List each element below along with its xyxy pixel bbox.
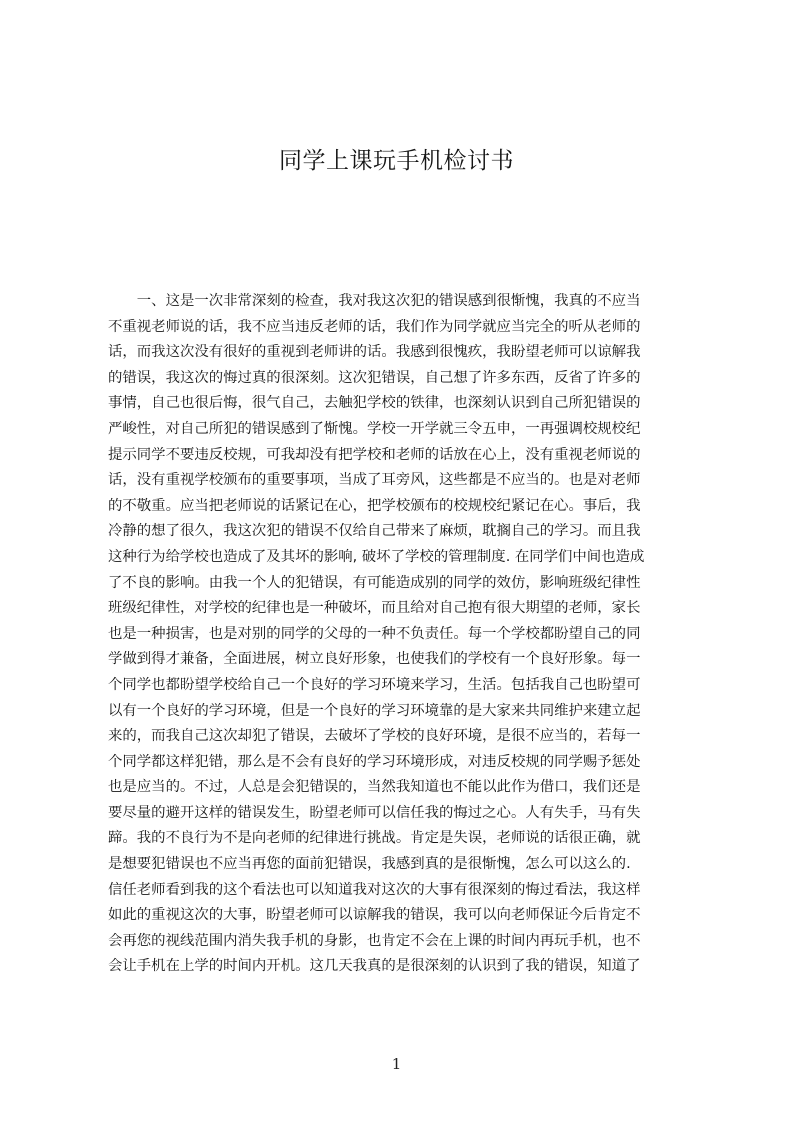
text-line: 这种行为给学校也造成了及其坏的影响, 破坏了学校的管理制度. 在同学们中间也造成 (108, 548, 645, 565)
text-line: 了不良的影响。由我一个人的犯错误，有可能造成别的同学的效仿，影响班级纪律性 (108, 574, 641, 591)
text-line: 个同学也都盼望学校给自己一个良好的学习环境来学习，生活。包括我自己也盼望可 (108, 676, 641, 693)
text-line: 的错误，我这次的悔过真的很深刻。这次犯错误，自己想了许多东西，反省了许多的 (108, 369, 641, 386)
text-line: 一、这是一次非常深刻的检查，我对我这次犯的错误感到很惭愧，我真的不应当 (108, 293, 641, 309)
text-line: 事情，自己也很后悔，很气自己，去触犯学校的铁律，也深刻认识到自己所犯错误的 (108, 395, 641, 412)
text-line: 会再您的视线范围内消失我手机的身影，也肯定不会在上课的时间内再玩手机，也不 (108, 932, 641, 949)
text-line: 是想要犯错误也不应当再您的面前犯错误，我感到真的是很惭愧，怎么可以这么的. (108, 856, 631, 873)
text-line: 话，而我这次没有很好的重视到老师讲的话。我感到很愧疚，我盼望老师可以谅解我 (108, 344, 641, 361)
document-body (108, 289, 700, 980)
text-line: 信任老师看到我的这个看法也可以知道我对这次的大事有很深刻的悔过看法，我这样 (108, 881, 641, 898)
text-line: 会让手机在上学的时间内开机。这几天我真的是很深刻的认识到了我的错误，知道了 (108, 958, 641, 975)
text-line: 也是一种损害，也是对别的同学的父母的一种不负责任。每一个学校都盼望自己的同 (108, 625, 641, 642)
text-line: 如此的重视这次的大事，盼望老师可以谅解我的错误，我可以向老师保证今后肯定不 (108, 907, 641, 924)
text-line: 班级纪律性，对学校的纪律也是一种破坏，而且给对自己抱有很大期望的老师，家长 (108, 600, 641, 617)
document-title: 同学上课玩手机检讨书 (279, 148, 514, 174)
text-line: 不重视老师说的话，我不应当违反老师的话，我们作为同学就应当完全的听从老师的 (108, 318, 641, 335)
text-line: 也是应当的。不过，人总是会犯错误的，当然我知道也不能以此作为借口，我们还是 (108, 779, 641, 796)
text-line: 严峻性，对自己所犯的错误感到了惭愧。学校一开学就三令五申，一再强调校规校纪 (108, 420, 641, 437)
text-line: 来的，而我自己这次却犯了错误，去破坏了学校的良好环境，是很不应当的，若每一 (108, 728, 641, 745)
text-line: 个同学都这样犯错，那么是不会有良好的学习环境形成，对违反校规的同学赐予惩处 (108, 753, 641, 770)
text-line: 提示同学不要违反校规，可我却没有把学校和老师的话放在心上，没有重视老师说的 (108, 446, 641, 463)
text-line: 话，没有重视学校颁布的重要事项，当成了耳旁风，这些都是不应当的。也是对老师 (108, 472, 641, 489)
text-line: 的不敬重。应当把老师说的话紧记在心，把学校颁布的校规校纪紧记在心。事后，我 (108, 497, 641, 514)
page-number: 1 (391, 1055, 402, 1073)
text-line: 蹄。我的不良行为不是向老师的纪律进行挑战。肯定是失误，老师说的话很正确，就 (108, 830, 641, 847)
text-line: 以有一个良好的学习环境，但是一个良好的学习环境靠的是大家来共同维护来建立起 (108, 702, 641, 719)
text-line: 学做到得才兼备，全面进展，树立良好形象，也使我们的学校有一个良好形象。每一 (108, 651, 641, 668)
text-line: 冷静的想了很久，我这次犯的错误不仅给自己带来了麻烦，耽搁自己的学习。而且我 (108, 523, 641, 540)
text-line: 要尽量的避开这样的错误发生，盼望老师可以信任我的悔过之心。人有失手，马有失 (108, 804, 641, 821)
